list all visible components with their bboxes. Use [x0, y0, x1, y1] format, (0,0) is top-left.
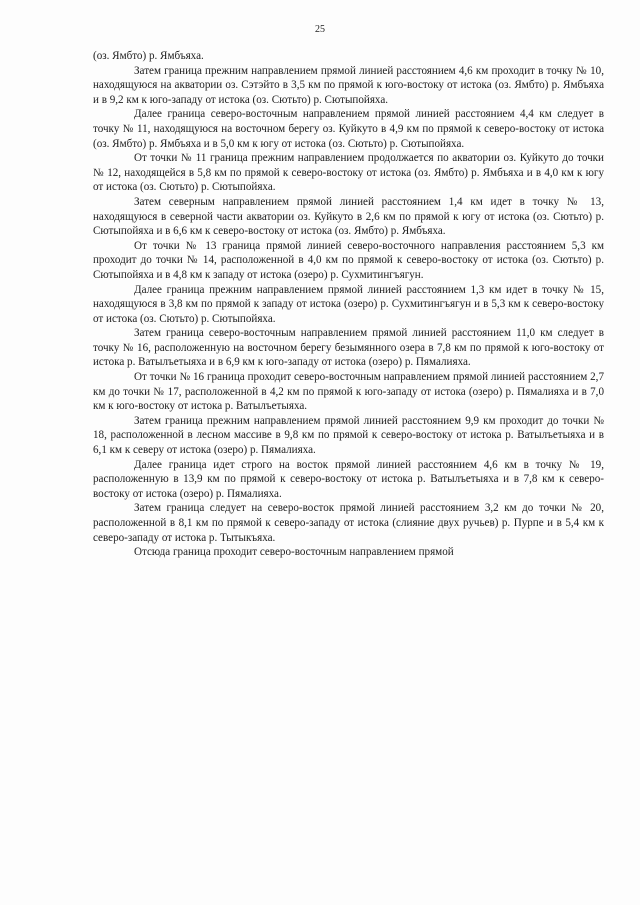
paragraph: Далее граница идет строго на восток прямой линией расстоянием 4,6 км в точку № 19, расположенную в 13,9 км по прямой к северо-востоку от истока р. Ватылъетыяха и в 7,8 км к северо-востоку от истока (озеро) р. Пямалияха.: [93, 458, 604, 500]
paragraph: Затем граница прежним направлением прямой линией расстоянием 9,9 км проходит до точки № 18, расположенной в лесном массиве в 9,8 км по прямой к северо-востоку от истока р. Ватылъетыяха и в 6,1 км к северу от истока (озеро) р. Пямалияха.: [93, 414, 604, 457]
paragraph: От точки № 13 граница прямой линией северо-восточного направления расстоянием 5,3 км проходит до точки № 14, расположенной в 4,0 км по прямой к северо-востоку от истока (оз. Сютьто) р. Сютыпойяха и в 4,8 км к западу от истока (озеро) р. Сухмитингъягун.: [93, 239, 604, 281]
paragraph: От точки № 11 граница прежним направлением продолжается по акватории оз. Куйкуто до точки № 12, находящейся в 5,8 км по прямой к северо-востоку от истока (оз. Ямбто) р. Ямбъяха и в 4,0 км к югу от истока (оз. Сютьто) р. Сютыпойяха.: [93, 152, 604, 194]
document-body: [93, 49, 604, 560]
paragraph: Затем северным направлением прямой линией расстоянием 1,4 км идет в точку № 13, находящуюся в северной части акватории оз. Куйкуто в 2,6 км по прямой к югу от истока (оз. Сютьто) р. Сютыпойяха и в 6,6 км к северо-востоку от истока (оз. Ямбто) р. Ямбъяха.: [93, 195, 604, 238]
paragraph: Отсюда граница проходит северо-восточным направлением прямой: [134, 546, 454, 559]
page-number: 25: [315, 24, 325, 35]
paragraph: Затем граница прежним направлением прямой линией расстоянием 4,6 км проходит в точку № 10, находящуюся на акватории оз. Сэтэйто в 3,5 км по прямой к юго-востоку от истока (оз. Ямбто) р. Ямбъяха и в 9,2 км к юго-западу от истока (оз. Сютьто) р. Сютыпойяха.: [93, 64, 604, 106]
paragraph: Затем граница северо-восточным направлением прямой линией расстоянием 11,0 км следует в точку № 16, расположенную на восточном берегу безымянного озера в 7,8 км по прямой к юго-востоку от истока р. Ватылъетыяха и в 6,9 км к юго-западу от истока (озеро) р. Пямалияха.: [93, 327, 604, 369]
paragraph: Затем граница следует на северо-восток прямой линией расстоянием 3,2 км до точки № 20, расположенной в 8,1 км по прямой к северо-западу от истока (слияние двух ручьев) р. Пурпе и в 5,4 км к северо-западу от истока р. Тытыкъяха.: [93, 502, 604, 544]
paragraph: От точки № 16 граница проходит северо-восточным направлением прямой линией расстоянием 2,7 км до точки № 17, расположенной в 4,2 км по прямой к юго-западу от истока (озеро) р. Пямалияха и в 7,0 км к юго-востоку от истока р. Ватылъетыяха.: [93, 371, 604, 413]
paragraph: Далее граница прежним направлением прямой линией расстоянием 1,3 км идет в точку № 15, находящуюся в 3,8 км по прямой к западу от истока (озеро) р. Сухмитингъягун и в 5,3 км к северо-востоку от истока (оз. Сютьто) р. Сютыпойяха.: [93, 283, 604, 325]
paragraph: Далее граница северо-восточным направлением прямой линией расстоянием 4,4 км следует в точку № 11, находящуюся на восточном берегу оз. Куйкуто в 4,9 км по прямой к северо-востоку от истока (оз. Ямбто) р. Ямбъяха и в 5,0 км к югу от истока (оз. Сютьто) р. Сютыпойяха.: [93, 108, 604, 150]
paragraph: (оз. Ямбто) р. Ямбъяха.: [93, 50, 204, 62]
